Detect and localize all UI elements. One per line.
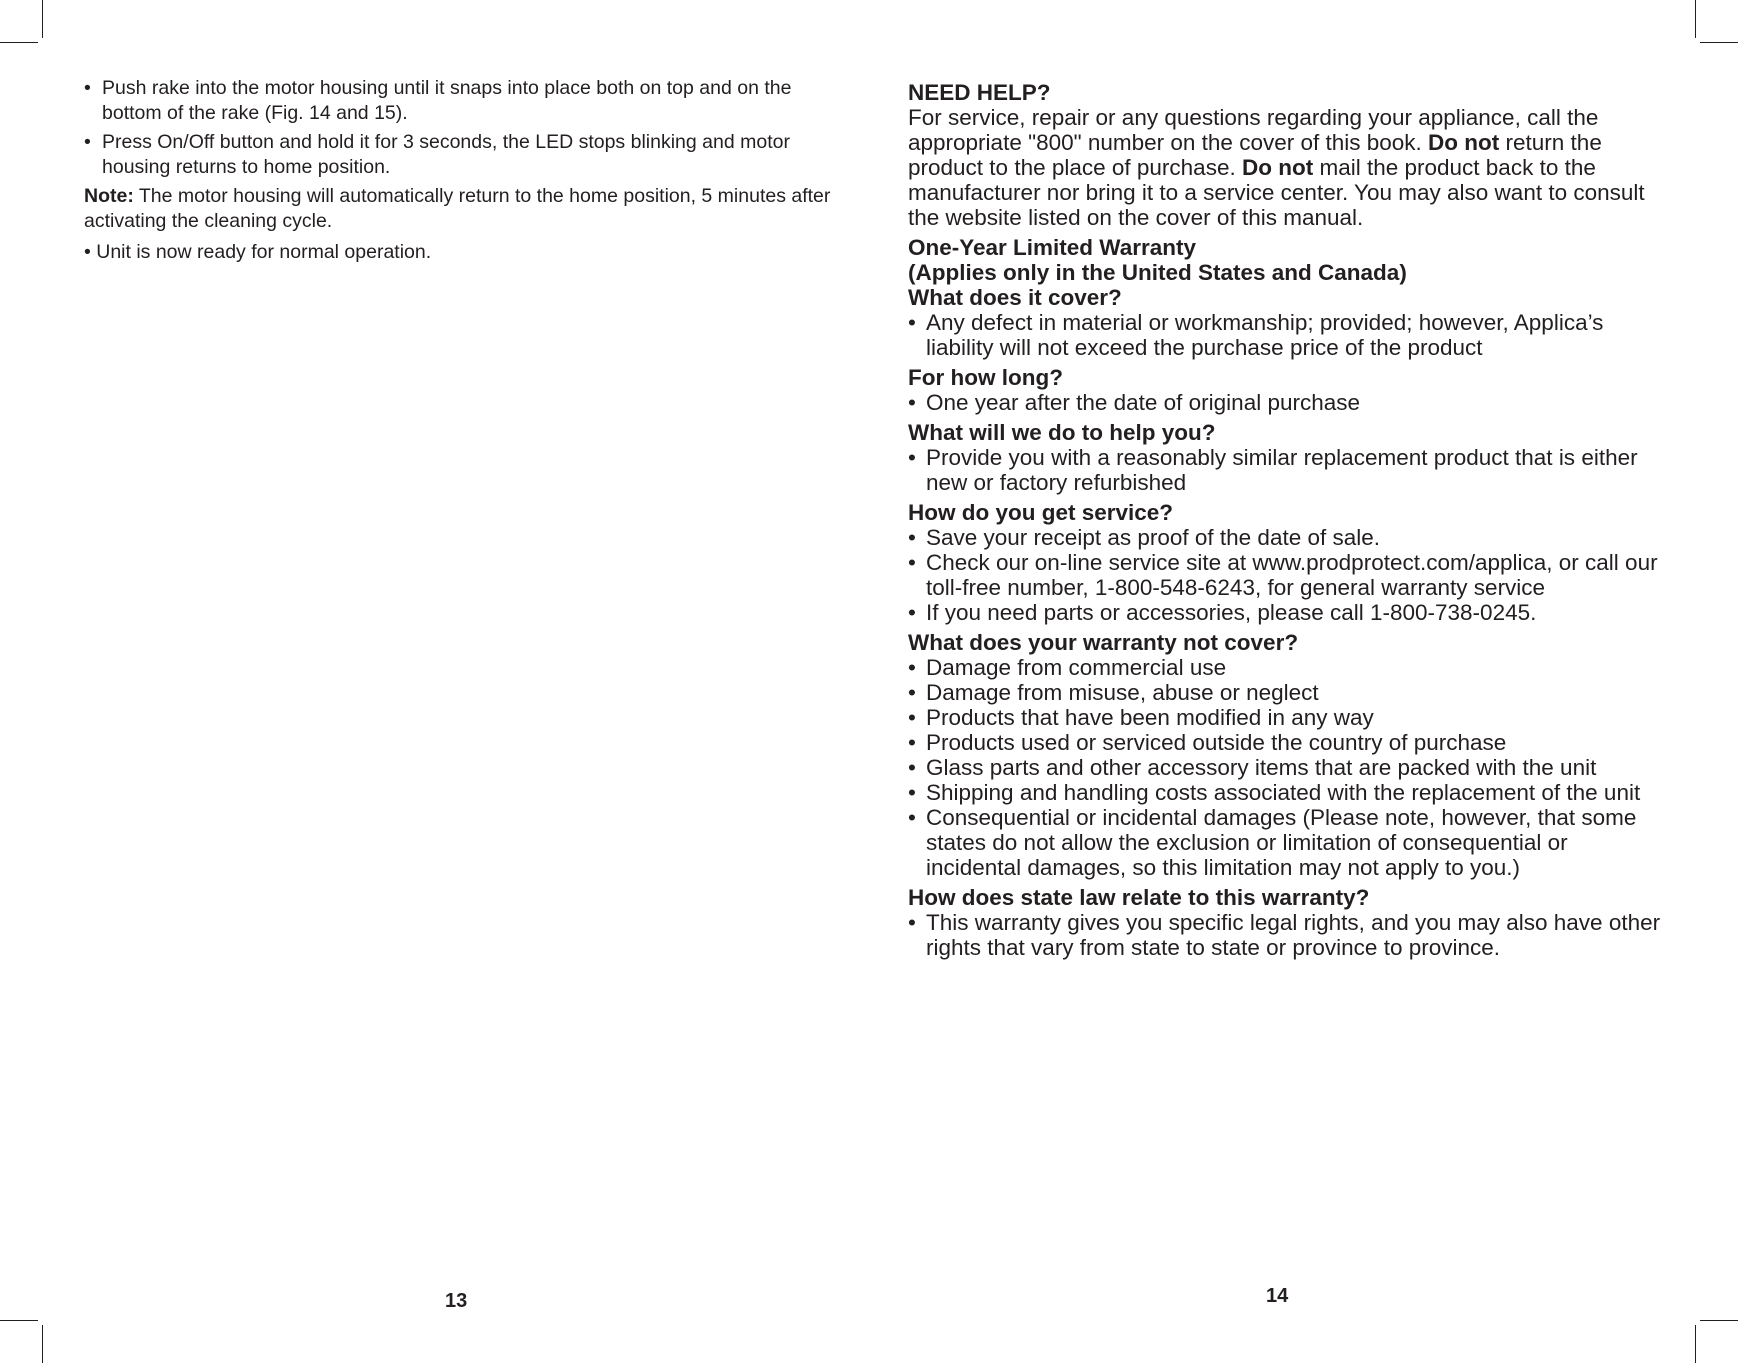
instruction-text: Press On/Off button and hold it for 3 seconds, the LED stops blinking and motor housing returns to home position. bbox=[102, 131, 790, 178]
list-item bbox=[908, 910, 1668, 960]
bullet: • bbox=[908, 600, 916, 625]
list-item bbox=[908, 755, 1668, 780]
list-item-text: Glass parts and other accessory items that are packed with the unit bbox=[926, 755, 1597, 780]
bullet: • bbox=[908, 755, 916, 780]
warranty-title: One-Year Limited Warranty bbox=[908, 235, 1196, 260]
bullet: • bbox=[908, 705, 916, 730]
page-number-left: 13 bbox=[445, 1290, 468, 1312]
crop-mark bbox=[0, 42, 38, 43]
list-item bbox=[908, 600, 1668, 625]
section-heading: What does it cover? bbox=[908, 285, 1122, 310]
need-help-heading: NEED HELP? bbox=[908, 80, 1051, 105]
intro-bold: Do not bbox=[1241, 155, 1314, 180]
list-item bbox=[908, 780, 1668, 805]
right-page-content bbox=[908, 80, 1668, 960]
list-item-text: This warranty gives you specific legal rights, and you may also have other rights that vary from state to state or province to province. bbox=[926, 910, 1661, 960]
list-item-text: Products that have been modified in any way bbox=[926, 705, 1374, 730]
instruction-item bbox=[84, 130, 844, 180]
crop-mark bbox=[1695, 1325, 1696, 1363]
section-heading: How does state law relate to this warranty? bbox=[908, 885, 1370, 910]
list-item-text: Shipping and handling costs associated with the replacement of the unit bbox=[926, 780, 1641, 805]
list-item bbox=[908, 445, 1668, 495]
section-heading: For how long? bbox=[908, 365, 1063, 390]
bullet: • bbox=[908, 805, 916, 830]
list-item bbox=[908, 705, 1668, 730]
section-heading: What will we do to help you? bbox=[908, 420, 1216, 445]
list-item-text: Provide you with a reasonably similar replacement product that is either new or factory refurbished bbox=[926, 445, 1638, 495]
list-item bbox=[908, 525, 1668, 550]
list-item bbox=[908, 390, 1668, 415]
intro-text: For service, repair or any questions regarding your appliance, call the appropriate "800" number on the cover of this book. bbox=[908, 105, 1599, 155]
list-item bbox=[908, 805, 1668, 880]
bullet: • bbox=[84, 77, 91, 99]
crop-mark bbox=[42, 0, 43, 38]
list-item bbox=[908, 730, 1668, 755]
list-item-text: Check our on-line service site at www.prodprotect.com/applica, or call our toll-free number, 1-800-548-6243, for general warranty service bbox=[926, 550, 1658, 600]
list-item bbox=[908, 680, 1668, 705]
instruction-item bbox=[84, 76, 844, 126]
crop-mark bbox=[1700, 1320, 1738, 1321]
bullet: • bbox=[908, 910, 916, 935]
bullet: • bbox=[908, 550, 916, 575]
crop-mark bbox=[42, 1325, 43, 1363]
list-item bbox=[908, 655, 1668, 680]
left-page-content bbox=[84, 76, 844, 265]
bullet: • bbox=[908, 680, 916, 705]
list-item-text: Damage from commercial use bbox=[926, 655, 1227, 680]
section-heading: What does your warranty not cover? bbox=[908, 630, 1299, 655]
intro-text: mail the product back to the manufacturer nor bring it to a service center. You may also want to consult the website listed on the cover of this manual. bbox=[908, 155, 1645, 230]
bullet: • bbox=[908, 310, 916, 335]
crop-mark bbox=[1695, 0, 1696, 38]
list-item-text: Products used or serviced outside the country of purchase bbox=[926, 730, 1507, 755]
note-paragraph bbox=[84, 184, 844, 234]
bullet: • bbox=[908, 730, 916, 755]
bullet: • bbox=[908, 655, 916, 680]
warranty-subtitle: (Applies only in the United States and Canada) bbox=[908, 260, 1407, 285]
bullet: • bbox=[908, 445, 916, 470]
list-item-text: Damage from misuse, abuse or neglect bbox=[926, 680, 1319, 705]
instruction-text: Push rake into the motor housing until it snaps into place both on top and on the bottom of the rake (Fig. 14 and 15). bbox=[102, 77, 792, 124]
list-item bbox=[908, 310, 1668, 360]
bullet: • bbox=[84, 131, 91, 153]
list-item-text: Any defect in material or workmanship; provided; however, Applica’s liability will not exceed the purchase price of the product bbox=[926, 310, 1604, 360]
bullet: • bbox=[908, 390, 916, 415]
ready-text: • Unit is now ready for normal operation. bbox=[84, 241, 432, 263]
intro-paragraph bbox=[908, 105, 1668, 230]
page-number-right: 14 bbox=[1266, 1285, 1289, 1307]
section-heading: How do you get service? bbox=[908, 500, 1174, 525]
note-text: The motor housing will automatically return to the home position, 5 minutes after activating the cleaning cycle. bbox=[84, 185, 831, 232]
bullet: • bbox=[908, 525, 916, 550]
list-item-text: Save your receipt as proof of the date of sale. bbox=[926, 525, 1381, 550]
intro-bold: Do not bbox=[1428, 130, 1500, 155]
warranty-sections bbox=[908, 285, 1668, 960]
crop-mark bbox=[0, 1320, 38, 1321]
list-item-text: One year after the date of original purchase bbox=[926, 390, 1361, 415]
crop-mark bbox=[1700, 42, 1738, 43]
list-item bbox=[908, 550, 1668, 600]
list-item-text: Consequential or incidental damages (Please note, however, that some states do not allow the exclusion or limitation of consequential or incidental damages, so this limitation may not apply to you.) bbox=[926, 805, 1637, 880]
list-item-text: If you need parts or accessories, please call 1-800-738-0245. bbox=[926, 600, 1537, 625]
intro-text: return the product to the place of purchase. bbox=[908, 130, 1602, 180]
note-label: Note: bbox=[84, 185, 134, 207]
bullet: • bbox=[908, 780, 916, 805]
